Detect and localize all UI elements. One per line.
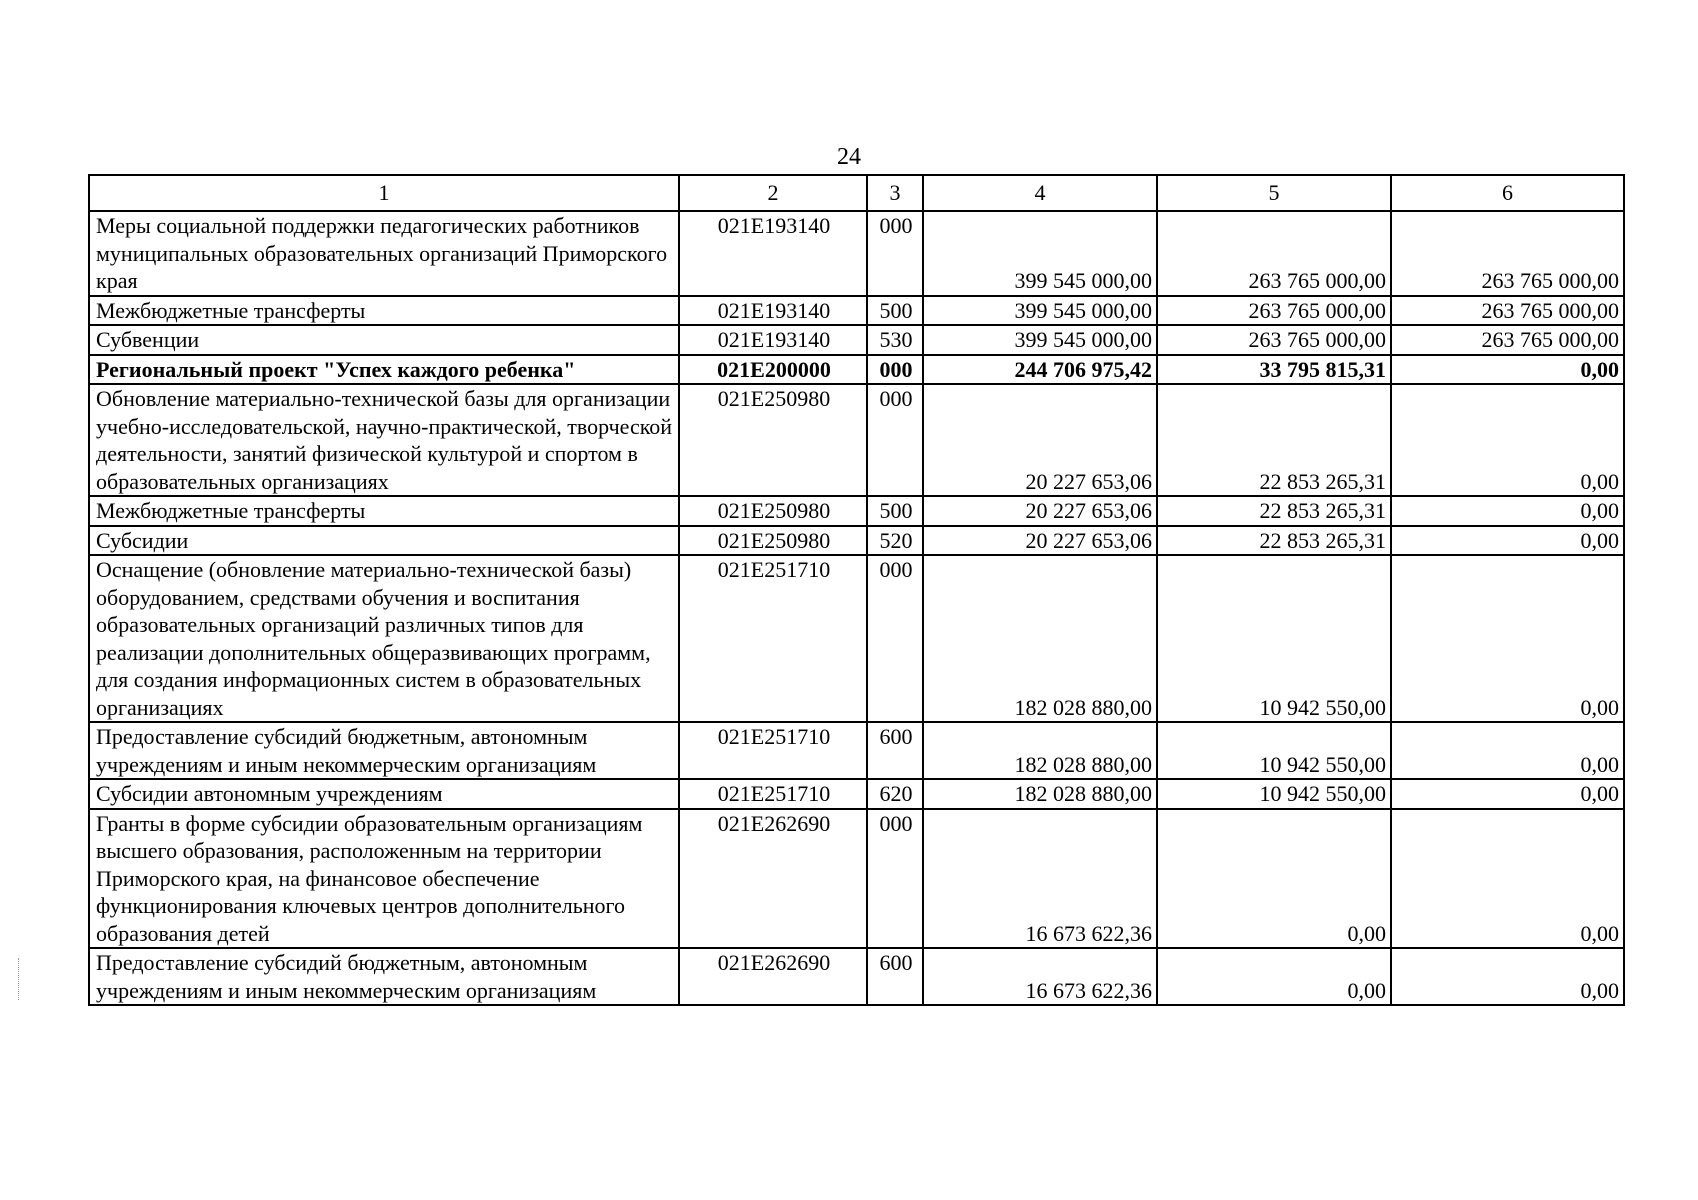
table-row — [89, 296, 1624, 326]
amount-col4-cell: 16 673 622,36 — [923, 948, 1157, 1005]
column-header-3: 3 — [867, 175, 923, 211]
amount-col6-cell: 0,00 — [1391, 809, 1624, 949]
scan-artifact — [18, 958, 21, 1000]
table-row — [89, 325, 1624, 355]
row-name-cell: Гранты в форме субсидии образовательным организациям высшего образования, расположенным на территории Приморского края, на финансовое обеспечение функционирования ключевых центров дополнительного образования детей — [89, 809, 679, 949]
target-article-code-cell: 021E251710 — [679, 779, 867, 809]
target-article-code-cell: 021E200000 — [679, 355, 867, 385]
amount-col5-cell: 10 942 550,00 — [1157, 779, 1391, 809]
amount-col4-cell: 244 706 975,42 — [923, 355, 1157, 385]
amount-col4-cell: 399 545 000,00 — [923, 211, 1157, 296]
amount-col6-cell: 0,00 — [1391, 948, 1624, 1005]
amount-col4-cell: 20 227 653,06 — [923, 384, 1157, 496]
header-row — [89, 175, 1624, 211]
amount-col6-cell: 263 765 000,00 — [1391, 211, 1624, 296]
target-article-code-cell: 021E250980 — [679, 496, 867, 526]
expense-type-code-cell: 530 — [867, 325, 923, 355]
row-name-cell: Предоставление субсидий бюджетным, автономным учреждениям и иным некоммерческим организациям — [89, 722, 679, 779]
amount-col6-cell: 263 765 000,00 — [1391, 296, 1624, 326]
amount-col5-cell: 0,00 — [1157, 809, 1391, 949]
expense-type-code-cell: 000 — [867, 355, 923, 385]
budget-table — [88, 174, 1625, 1006]
row-name-cell: Субсидии автономным учреждениям — [89, 779, 679, 809]
expense-type-code-cell: 500 — [867, 496, 923, 526]
amount-col5-cell: 263 765 000,00 — [1157, 296, 1391, 326]
amount-col5-cell: 10 942 550,00 — [1157, 722, 1391, 779]
amount-col6-cell: 0,00 — [1391, 555, 1624, 722]
expense-type-code-cell: 000 — [867, 384, 923, 496]
amount-col6-cell: 0,00 — [1391, 384, 1624, 496]
row-name-cell: Оснащение (обновление материально-технической базы) оборудованием, средствами обучения и воспитания образовательных организаций различных типов для реализации дополнительных общеразвивающих программ, для создания информационных систем в образовательных организациях — [89, 555, 679, 722]
amount-col6-cell: 0,00 — [1391, 722, 1624, 779]
column-header-4: 4 — [923, 175, 1157, 211]
table-row — [89, 384, 1624, 496]
amount-col6-cell: 0,00 — [1391, 526, 1624, 556]
target-article-code-cell: 021E250980 — [679, 526, 867, 556]
amount-col4-cell: 399 545 000,00 — [923, 296, 1157, 326]
expense-type-code-cell: 620 — [867, 779, 923, 809]
target-article-code-cell: 021E193140 — [679, 211, 867, 296]
amount-col4-cell: 16 673 622,36 — [923, 809, 1157, 949]
amount-col4-cell: 182 028 880,00 — [923, 722, 1157, 779]
row-name-cell: Меры социальной поддержки педагогических работников муниципальных образовательных организаций Приморского края — [89, 211, 679, 296]
expense-type-code-cell: 000 — [867, 211, 923, 296]
row-name-cell: Региональный проект "Успех каждого ребенка" — [89, 355, 679, 385]
target-article-code-cell: 021E193140 — [679, 325, 867, 355]
page-number: 24 — [837, 144, 861, 170]
target-article-code-cell: 021E193140 — [679, 296, 867, 326]
table-row — [89, 722, 1624, 779]
amount-col6-cell: 263 765 000,00 — [1391, 325, 1624, 355]
target-article-code-cell: 021E262690 — [679, 948, 867, 1005]
table-row — [89, 526, 1624, 556]
amount-col5-cell: 0,00 — [1157, 948, 1391, 1005]
amount-col4-cell: 20 227 653,06 — [923, 496, 1157, 526]
row-name-cell: Межбюджетные трансферты — [89, 296, 679, 326]
table-row — [89, 809, 1624, 949]
column-header-2: 2 — [679, 175, 867, 211]
column-header-6: 6 — [1391, 175, 1624, 211]
amount-col5-cell: 263 765 000,00 — [1157, 325, 1391, 355]
expense-type-code-cell: 520 — [867, 526, 923, 556]
target-article-code-cell: 021E251710 — [679, 722, 867, 779]
amount-col5-cell: 22 853 265,31 — [1157, 496, 1391, 526]
amount-col5-cell: 22 853 265,31 — [1157, 526, 1391, 556]
amount-col6-cell: 0,00 — [1391, 355, 1624, 385]
expense-type-code-cell: 000 — [867, 555, 923, 722]
row-name-cell: Субвенции — [89, 325, 679, 355]
amount-col6-cell: 0,00 — [1391, 779, 1624, 809]
table-row — [89, 948, 1624, 1005]
amount-col4-cell: 182 028 880,00 — [923, 555, 1157, 722]
target-article-code-cell: 021E250980 — [679, 384, 867, 496]
table-row — [89, 211, 1624, 296]
row-name-cell: Предоставление субсидий бюджетным, автономным учреждениям и иным некоммерческим организациям — [89, 948, 679, 1005]
amount-col5-cell: 10 942 550,00 — [1157, 555, 1391, 722]
table-row — [89, 779, 1624, 809]
amount-col5-cell: 22 853 265,31 — [1157, 384, 1391, 496]
amount-col6-cell: 0,00 — [1391, 496, 1624, 526]
amount-col5-cell: 263 765 000,00 — [1157, 211, 1391, 296]
table-row — [89, 496, 1624, 526]
amount-col5-cell: 33 795 815,31 — [1157, 355, 1391, 385]
expense-type-code-cell: 500 — [867, 296, 923, 326]
amount-col4-cell: 182 028 880,00 — [923, 779, 1157, 809]
amount-col4-cell: 399 545 000,00 — [923, 325, 1157, 355]
row-name-cell: Субсидии — [89, 526, 679, 556]
expense-type-code-cell: 000 — [867, 809, 923, 949]
column-header-5: 5 — [1157, 175, 1391, 211]
target-article-code-cell: 021E262690 — [679, 809, 867, 949]
table-body — [89, 211, 1624, 1005]
column-header-1: 1 — [89, 175, 679, 211]
table-header — [89, 175, 1624, 211]
expense-type-code-cell: 600 — [867, 722, 923, 779]
expense-type-code-cell: 600 — [867, 948, 923, 1005]
table-row — [89, 555, 1624, 722]
target-article-code-cell: 021E251710 — [679, 555, 867, 722]
table-row — [89, 355, 1624, 385]
row-name-cell: Обновление материально-технической базы для организации учебно-исследовательской, научно-практической, творческой деятельности, занятий физической культурой и спортом в образовательных организациях — [89, 384, 679, 496]
row-name-cell: Межбюджетные трансферты — [89, 496, 679, 526]
amount-col4-cell: 20 227 653,06 — [923, 526, 1157, 556]
